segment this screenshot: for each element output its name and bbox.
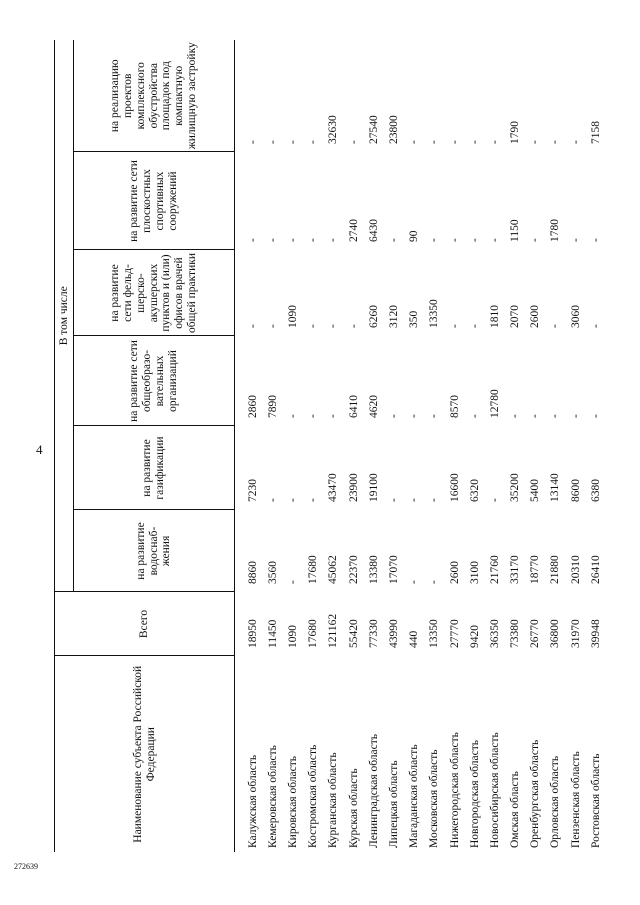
cell-fap: - bbox=[246, 324, 259, 328]
cell-gas: 43470 bbox=[327, 473, 340, 502]
cell-fap: - bbox=[468, 324, 481, 328]
cell-name: Оренбургская область bbox=[529, 739, 542, 848]
cell-sport: - bbox=[307, 238, 320, 242]
cell-water: - bbox=[408, 580, 421, 584]
cell-sport: - bbox=[589, 238, 602, 242]
cell-fap: 13350 bbox=[428, 299, 441, 328]
cell-sport: - bbox=[488, 238, 501, 242]
cell-name: Ростовская область bbox=[589, 753, 602, 848]
header-water: на развитие водоснаб-жения bbox=[74, 510, 235, 592]
cell-gas: - bbox=[488, 498, 501, 502]
cell-complex: - bbox=[549, 140, 562, 144]
cell-school: 2860 bbox=[246, 395, 259, 418]
cell-complex: 7158 bbox=[589, 121, 602, 144]
cell-total: 17680 bbox=[307, 619, 320, 648]
cell-fap: 3060 bbox=[569, 305, 582, 328]
cell-school: - bbox=[428, 414, 441, 418]
table-row bbox=[425, 40, 445, 852]
cell-school: - bbox=[327, 414, 340, 418]
cell-name: Липецкая область bbox=[387, 760, 400, 848]
table-row bbox=[445, 40, 465, 852]
cell-school: - bbox=[529, 414, 542, 418]
cell-total: 9420 bbox=[468, 625, 481, 648]
cell-name: Кемеровская область bbox=[266, 745, 279, 848]
cell-fap: 1810 bbox=[488, 305, 501, 328]
cell-total: 31970 bbox=[569, 619, 582, 648]
cell-school: - bbox=[569, 414, 582, 418]
header-total: Всего bbox=[55, 592, 235, 656]
cell-fap: - bbox=[327, 324, 340, 328]
cell-gas: - bbox=[408, 498, 421, 502]
table-row bbox=[526, 40, 546, 852]
cell-sport: 90 bbox=[408, 230, 421, 242]
cell-sport: 1780 bbox=[549, 219, 562, 242]
cell-school: - bbox=[408, 414, 421, 418]
table-row bbox=[566, 40, 586, 852]
cell-fap: 3120 bbox=[387, 305, 400, 328]
cell-name: Орловская область bbox=[549, 755, 562, 848]
cell-water: 8860 bbox=[246, 561, 259, 584]
cell-school: - bbox=[549, 414, 562, 418]
cell-water: 17680 bbox=[307, 555, 320, 584]
cell-complex: - bbox=[488, 140, 501, 144]
cell-total: 18950 bbox=[246, 619, 259, 648]
cell-complex: 23800 bbox=[387, 115, 400, 144]
cell-total: 36350 bbox=[488, 619, 501, 648]
cell-water: 45062 bbox=[327, 555, 340, 584]
cell-name: Калужская область bbox=[246, 754, 259, 848]
table-row bbox=[304, 40, 324, 852]
cell-school: 7890 bbox=[266, 395, 279, 418]
cell-sport: - bbox=[287, 238, 300, 242]
cell-gas: 23900 bbox=[347, 473, 360, 502]
cell-sport: - bbox=[428, 238, 441, 242]
header-sport: на развитие сети плоскостных спортивных сооружений bbox=[74, 152, 235, 250]
cell-water: 17070 bbox=[387, 555, 400, 584]
cell-fap: - bbox=[448, 324, 461, 328]
cell-school: 4620 bbox=[367, 395, 380, 418]
cell-name: Костромская область bbox=[307, 744, 320, 848]
header-including: В том числе bbox=[55, 40, 74, 592]
cell-name: Нижегородская область bbox=[448, 732, 461, 848]
cell-sport: - bbox=[327, 238, 340, 242]
cell-gas: 16600 bbox=[448, 473, 461, 502]
table-row bbox=[243, 40, 263, 852]
cell-school: 6410 bbox=[347, 395, 360, 418]
cell-sport: - bbox=[448, 238, 461, 242]
cell-school: - bbox=[509, 414, 522, 418]
cell-school: - bbox=[307, 414, 320, 418]
cell-water: 3560 bbox=[266, 561, 279, 584]
document-code: 272639 bbox=[14, 862, 38, 871]
cell-water: 18770 bbox=[529, 555, 542, 584]
cell-water: 21880 bbox=[549, 555, 562, 584]
table-row bbox=[586, 40, 606, 852]
cell-complex: - bbox=[428, 140, 441, 144]
cell-total: 73380 bbox=[509, 619, 522, 648]
cell-gas: 8600 bbox=[569, 479, 582, 502]
cell-fap: - bbox=[266, 324, 279, 328]
cell-complex: - bbox=[408, 140, 421, 144]
cell-sport: - bbox=[246, 238, 259, 242]
cell-water: 33170 bbox=[509, 555, 522, 584]
header-subject: Наименование субъекта Российской Федерации bbox=[55, 656, 235, 852]
cell-water: - bbox=[428, 580, 441, 584]
cell-fap: 1090 bbox=[287, 305, 300, 328]
cell-total: 55420 bbox=[347, 619, 360, 648]
cell-gas: 6320 bbox=[468, 479, 481, 502]
cell-sport: - bbox=[569, 238, 582, 242]
cell-complex: - bbox=[468, 140, 481, 144]
cell-fap: 6260 bbox=[367, 305, 380, 328]
cell-total: 26770 bbox=[529, 619, 542, 648]
cell-total: 43990 bbox=[387, 619, 400, 648]
table-row bbox=[465, 40, 485, 852]
cell-gas: - bbox=[428, 498, 441, 502]
cell-sport: - bbox=[266, 238, 279, 242]
cell-gas: 7230 bbox=[246, 479, 259, 502]
cell-complex: - bbox=[347, 140, 360, 144]
cell-name: Кировская область bbox=[287, 755, 300, 848]
cell-gas: - bbox=[287, 498, 300, 502]
table-row bbox=[546, 40, 566, 852]
cell-name: Пензенская область bbox=[569, 751, 582, 848]
table-row bbox=[405, 40, 425, 852]
cell-total: 121162 bbox=[327, 613, 340, 648]
cell-complex: - bbox=[448, 140, 461, 144]
cell-name: Московская область bbox=[428, 749, 441, 848]
cell-fap: 2070 bbox=[509, 305, 522, 328]
cell-complex: - bbox=[307, 140, 320, 144]
cell-school: 8570 bbox=[448, 395, 461, 418]
cell-water: - bbox=[287, 580, 300, 584]
cell-fap: 2600 bbox=[529, 305, 542, 328]
cell-total: 13350 bbox=[428, 619, 441, 648]
cell-name: Новосибирская область bbox=[488, 732, 501, 848]
cell-gas: 35200 bbox=[509, 473, 522, 502]
cell-sport: - bbox=[529, 238, 542, 242]
cell-complex: 27540 bbox=[367, 115, 380, 144]
cell-fap: - bbox=[549, 324, 562, 328]
table-row bbox=[384, 40, 404, 852]
table-row bbox=[364, 40, 384, 852]
table-body bbox=[235, 40, 607, 852]
cell-gas: 5400 bbox=[529, 479, 542, 502]
cell-sport: 6430 bbox=[367, 219, 380, 242]
cell-fap: - bbox=[589, 324, 602, 328]
cell-name: Курганская область bbox=[327, 752, 340, 848]
cell-complex: - bbox=[529, 140, 542, 144]
cell-complex: - bbox=[569, 140, 582, 144]
cell-water: 3100 bbox=[468, 561, 481, 584]
cell-gas: 13140 bbox=[549, 473, 562, 502]
cell-name: Магаданская область bbox=[408, 744, 421, 848]
header-complex: на реализацию проектов комплексного обустройства площадок под компактную жилищную застройку bbox=[74, 40, 235, 152]
table-row bbox=[263, 40, 283, 852]
cell-sport: - bbox=[468, 238, 481, 242]
cell-total: 77330 bbox=[367, 619, 380, 648]
cell-gas: - bbox=[307, 498, 320, 502]
cell-water: 13380 bbox=[367, 555, 380, 584]
cell-sport: 2740 bbox=[347, 219, 360, 242]
cell-fap: - bbox=[307, 324, 320, 328]
page-number: 4 bbox=[36, 442, 43, 457]
cell-sport: - bbox=[387, 238, 400, 242]
table-row bbox=[344, 40, 364, 852]
rotated-table-page bbox=[54, 40, 602, 852]
cell-complex: - bbox=[266, 140, 279, 144]
subsidy-table bbox=[54, 40, 606, 852]
cell-school: - bbox=[468, 414, 481, 418]
cell-complex: - bbox=[246, 140, 259, 144]
cell-gas: 6380 bbox=[589, 479, 602, 502]
cell-school: 12780 bbox=[488, 389, 501, 418]
cell-gas: - bbox=[387, 498, 400, 502]
cell-name: Новгородская область bbox=[468, 739, 481, 848]
cell-total: 440 bbox=[408, 630, 421, 648]
table-row bbox=[283, 40, 303, 852]
cell-water: 21760 bbox=[488, 555, 501, 584]
cell-school: - bbox=[387, 414, 400, 418]
table-row bbox=[485, 40, 505, 852]
cell-total: 27770 bbox=[448, 619, 461, 648]
cell-school: - bbox=[287, 414, 300, 418]
cell-name: Ленинградская область bbox=[367, 733, 380, 848]
cell-total: 36800 bbox=[549, 619, 562, 648]
header-fap: на развитие сети фельд-шерско-акушерских пунктов и (или) офисов врачей общей практики bbox=[74, 250, 235, 336]
table-row bbox=[505, 40, 525, 852]
cell-school: - bbox=[589, 414, 602, 418]
header-gas: на развитие газификации bbox=[74, 426, 235, 510]
cell-name: Омская область bbox=[509, 771, 522, 848]
cell-fap: 350 bbox=[408, 310, 421, 328]
cell-gas: - bbox=[266, 498, 279, 502]
cell-total: 1090 bbox=[287, 625, 300, 648]
cell-complex: 32630 bbox=[327, 115, 340, 144]
cell-total: 11450 bbox=[266, 619, 279, 648]
cell-gas: 19100 bbox=[367, 473, 380, 502]
cell-sport: 1150 bbox=[509, 219, 522, 242]
cell-complex: - bbox=[287, 140, 300, 144]
cell-water: 2600 bbox=[448, 561, 461, 584]
cell-water: 26410 bbox=[589, 555, 602, 584]
header-school: на развитие сети общеобразо-вательных организаций bbox=[74, 336, 235, 426]
cell-fap: - bbox=[347, 324, 360, 328]
cell-water: 20310 bbox=[569, 555, 582, 584]
cell-total: 39948 bbox=[589, 619, 602, 648]
table-row bbox=[324, 40, 344, 852]
cell-name: Курская область bbox=[347, 768, 360, 848]
cell-water: 22370 bbox=[347, 555, 360, 584]
cell-complex: 1790 bbox=[509, 121, 522, 144]
